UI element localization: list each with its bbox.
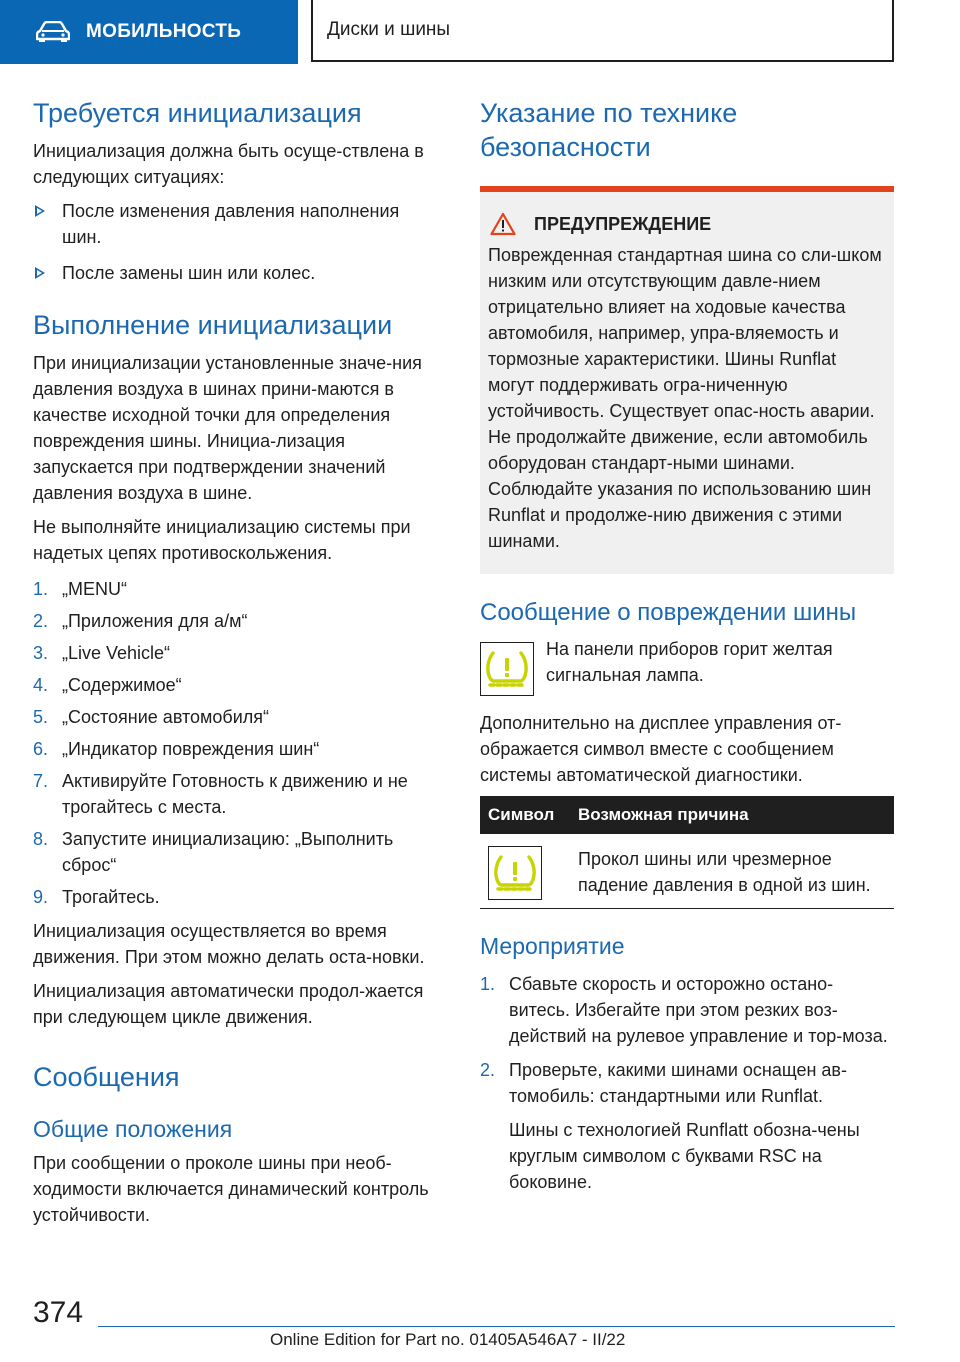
list-item: 3. „Live Vehicle“ [33,643,171,663]
lamp-text: На панели приборов горит желтая сигнальная лампа. [546,639,833,685]
list-item: 6. „Индикатор повреждения шин“ [33,739,320,759]
list-item: 1. „MENU“ [33,579,127,599]
messages-heading: Сообщения [33,1062,180,1092]
section-title: МОБИЛЬНОСТЬ [86,21,242,42]
runflat-note: Шины с технологией Runflatt обозна-чены круглым символом с буквами RSC на боковине. [509,1120,860,1192]
symbol-table [480,796,894,909]
general-heading: Общие положения [33,1116,233,1142]
warning-text: Поврежденная стандартная шина со сли-шком низким или отсутствующим давле-нием отрицательно влияет на ходовые качества автомобиля, например, упра-вляемость и тормозные характеристики. Шины Runflat могут поддерживать огра-ниченную устойчивость. Существует опас-ность аварии. Не продолжайте движение, если автомобиль оборудован стандарт-ными шинами. Соблюдайте указания по использованию шин Runflat и продолже-нию движения с этими шинами. [488,245,882,551]
chapter-header [311,0,894,62]
warning-box [480,186,894,574]
right-column [480,96,894,1203]
list-item: 7. Активируйте Готовность к движению и не трогайтесь с места. [33,771,408,817]
list-item: 9. Трогайтесь. [33,887,160,907]
perform-init-paragraph: При инициализации установленные значе-ния давления воздуха в шинах прини-маются в качестве исходной точки для определения повреждения шины. Инициа-лизация запускается при подтверждении значений давления воздуха в шине. [33,353,422,503]
car-icon [36,21,70,43]
table-header-cause: Возможная причина [570,796,894,834]
warning-triangle-icon [490,212,516,236]
tire-pressure-warning-icon [484,649,530,689]
list-item: 8. Запустите инициализацию: „Выполнить сброс“ [33,829,394,875]
lamp-row [480,639,894,696]
perform-init-chains-note: Не выполняйте инициализацию системы при надетых цепях противоскольжения. [33,517,411,563]
list-item: После изменения давления наполнения шин. [33,198,443,250]
left-column [33,96,443,1236]
page-number: 374 [33,1296,84,1329]
display-paragraph: Дополнительно на дисплее управления от-ображается символ вместе с сообщением системы автоматической диагностики. [480,713,842,785]
list-item: 5. „Состояние автомобиля“ [33,707,270,727]
edition-text: Online Edition for Part no. 01405A546A7 - II/22 [270,1330,626,1349]
list-item: 1. Сбавьте скорость и осторожно остано-витесь. Избегайте при этом резких воз-действий на рулевое управление и тор-моза. [480,974,888,1046]
perform-init-heading: Выполнение инициализации [33,310,393,340]
tpms-symbol [488,846,542,900]
measures-list [480,971,894,1109]
section-header [0,0,298,64]
list-item: После замены шин или колес. [33,260,443,286]
init-required-intro: Инициализация должна быть осуще-ствлена в следующих ситуациях: [33,141,424,187]
init-during-drive: Инициализация осуществляется во время движения. При этом можно делать оста-новки. [33,921,425,967]
tpms-symbol [480,642,534,696]
list-item: 2. „Приложения для а/м“ [33,611,248,631]
init-required-heading: Требуется инициализация [33,98,362,128]
general-paragraph: При сообщении о проколе шины при необ-ходимости включается динамический контроль устойчивости. [33,1153,429,1225]
table-header-symbol: Символ [480,796,570,834]
bullet-triangle-icon [35,267,45,279]
init-auto-continue: Инициализация автоматически продол-жается при следующем цикле движения. [33,981,424,1027]
warning-label: ПРЕДУПРЕЖДЕНИЕ [534,213,712,234]
init-required-list [33,198,443,286]
safety-heading: Указание по технике безопасности [480,98,738,162]
chapter-title: Диски и шины [327,19,451,40]
tire-pressure-warning-icon [492,853,538,893]
list-item: 4. „Содержимое“ [33,675,182,695]
bullet-triangle-icon [35,205,45,217]
tire-damage-heading: Сообщение о повреждении шины [480,599,857,626]
measures-heading: Мероприятие [480,933,625,959]
list-item: 2. Проверьте, какими шинами оснащен ав-томобиль: стандартными или Runflat. [480,1060,847,1106]
table-cell-cause: Прокол шины или чрезмерное падение давления в одной из шин. [570,834,894,909]
table-row [480,834,894,909]
init-steps-list [33,576,443,910]
footer-divider [98,1326,895,1327]
